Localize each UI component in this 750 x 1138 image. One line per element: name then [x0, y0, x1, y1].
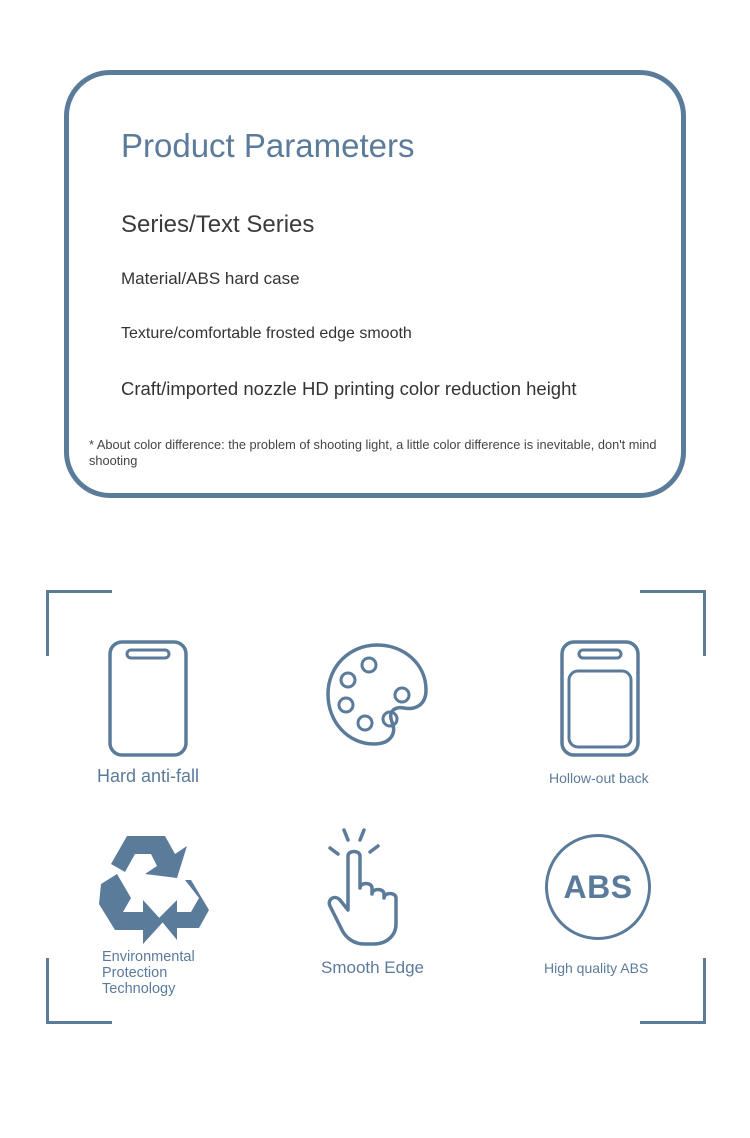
product-parameters-card	[64, 70, 686, 498]
feature-label-environmental: Environmental Protection Technology	[102, 949, 195, 997]
feature-label-hard-anti-fall: Hard anti-fall	[97, 766, 200, 786]
hollow-back-case-icon	[558, 638, 644, 760]
abs-badge-text: ABS	[563, 868, 633, 905]
param-material: Material/ABS hard case	[121, 269, 300, 288]
tap-hand-icon	[322, 826, 418, 948]
frame-corner-top-left	[46, 590, 112, 656]
param-series: Series/Text Series	[121, 211, 315, 238]
feature-label-hollow-out-back: Hollow-out back	[549, 770, 649, 786]
features-section	[0, 560, 750, 1060]
frame-corner-top-right	[640, 590, 706, 656]
params-title: Product Parameters	[121, 127, 415, 164]
param-texture: Texture/comfortable frosted edge smooth	[121, 325, 412, 342]
frame-corner-bottom-right	[640, 958, 706, 1024]
phone-case-icon	[106, 638, 192, 760]
feature-label-high-quality-abs: High quality ABS	[544, 960, 649, 976]
palette-icon	[322, 640, 432, 750]
param-craft: Craft/imported nozzle HD printing color reduction height	[121, 378, 577, 399]
abs-badge-icon	[545, 834, 651, 940]
recycle-icon	[95, 828, 215, 946]
feature-label-smooth-edge: Smooth Edge	[321, 958, 425, 977]
color-difference-note: * About color difference: the problem of shooting light, a little color difference is inevitable, don't mind shooting	[89, 437, 657, 468]
